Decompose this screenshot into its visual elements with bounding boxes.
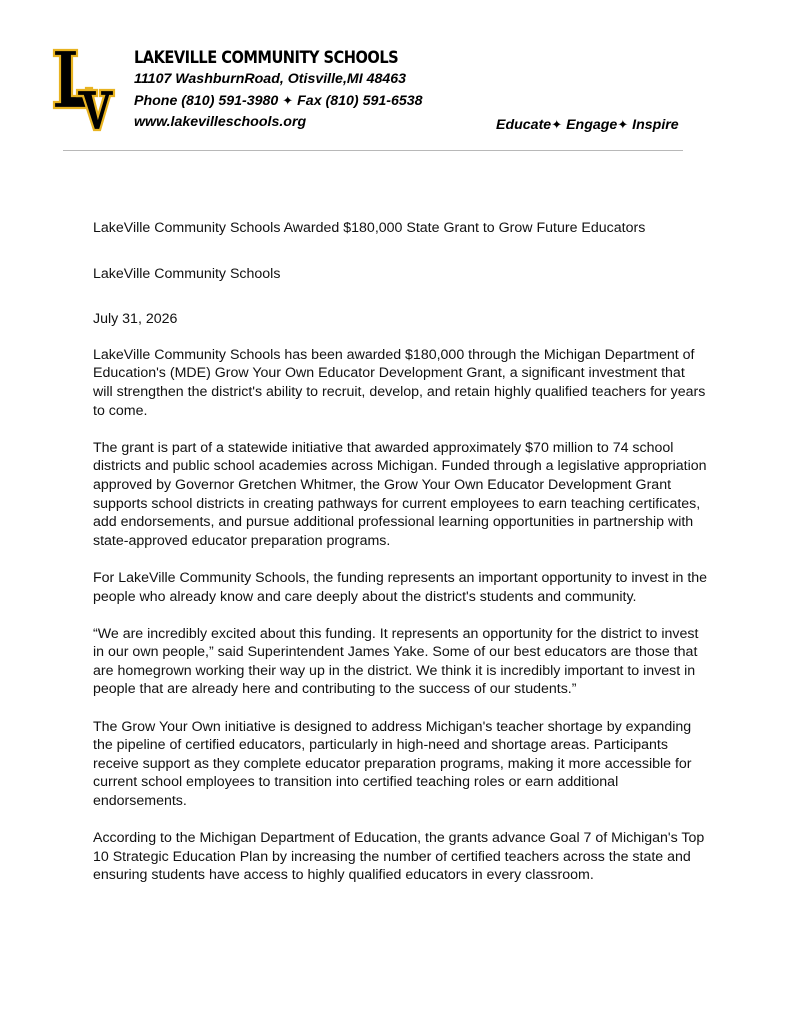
source-line: LakeVille Community Schools <box>93 265 281 282</box>
letterhead <box>0 0 791 160</box>
motto-star-icon: ✦ <box>551 117 563 132</box>
body-paragraph: The grant is part of a statewide initiative that awarded approximately $70 million to 74 school districts and public school academies across Michigan. Funded through a legislative appropriation approved by Governor Gretchen Whitmer, the Grow Your Own Educator Development Grant supports school districts in creating pathways for current employees to earn teaching certificates, add endorsements, and pursue additional professional learning opportunities in partnership with state-approved educator preparation programs. <box>93 439 707 549</box>
separator-star-icon: ✦ <box>282 93 294 108</box>
body-paragraph: “We are incredibly excited about this funding. It represents an opportunity for the district to invest in our own people,” said Superintendent James Yake. Some of our best educators are those that are homegrown working their way up in the district. We think it is incredibly important to invest in people that are already here and contributing to the success of our students.” <box>93 625 699 698</box>
motto <box>496 117 679 133</box>
motto-word: Engage <box>566 117 618 133</box>
body-paragraph: For LakeVille Community Schools, the funding represents an important opportunity to invest in the people who already know and care deeply about the district's students and community. <box>93 569 708 605</box>
school-name: LAKEVILLE COMMUNITY SCHOOLS <box>134 48 399 68</box>
header-divider <box>63 150 683 151</box>
school-address: 11107 WashburnRoad, Otisville,MI 48463 <box>134 71 407 87</box>
press-release <box>93 219 708 904</box>
fax-number: Fax (810) 591-6538 <box>297 93 423 109</box>
body-paragraph: LakeVille Community Schools has been awarded $180,000 through the Michigan Department of Education's (MDE) Grow Your Own Educator Development Grant, a significant investment that will strengthen the district's ability to recruit, develop, and retain highly qualified teachers for years to come. <box>93 346 706 419</box>
motto-star-icon: ✦ <box>617 117 629 132</box>
body-paragraph: The Grow Your Own initiative is designed to address Michigan's teacher shortage by expanding the pipeline of certified educators, particularly in high-need and shortage areas. Participants receive support as they complete educator preparation programs, making it more accessible for current school employees to transition into certified teaching roles or earn additional endorsements. <box>93 718 692 810</box>
motto-word: Inspire <box>632 117 679 133</box>
headline: LakeVille Community Schools Awarded $180,000 State Grant to Grow Future Educators <box>93 220 646 236</box>
contact-phones <box>134 93 423 109</box>
website-link[interactable]: www.lakevilleschools.org <box>134 114 307 130</box>
motto-word: Educate <box>496 117 552 133</box>
date-line: July 31, 2026 <box>93 311 178 328</box>
lv-logo-icon <box>50 46 116 134</box>
phone-number: Phone (810) 591-3980 <box>134 93 279 109</box>
body-paragraph: According to the Michigan Department of Education, the grants advance Goal 7 of Michigan's Top 10 Strategic Education Plan by increasing the number of certified teachers across the state and ensuring students have access to highly qualified educators in every classroom. <box>93 830 705 884</box>
